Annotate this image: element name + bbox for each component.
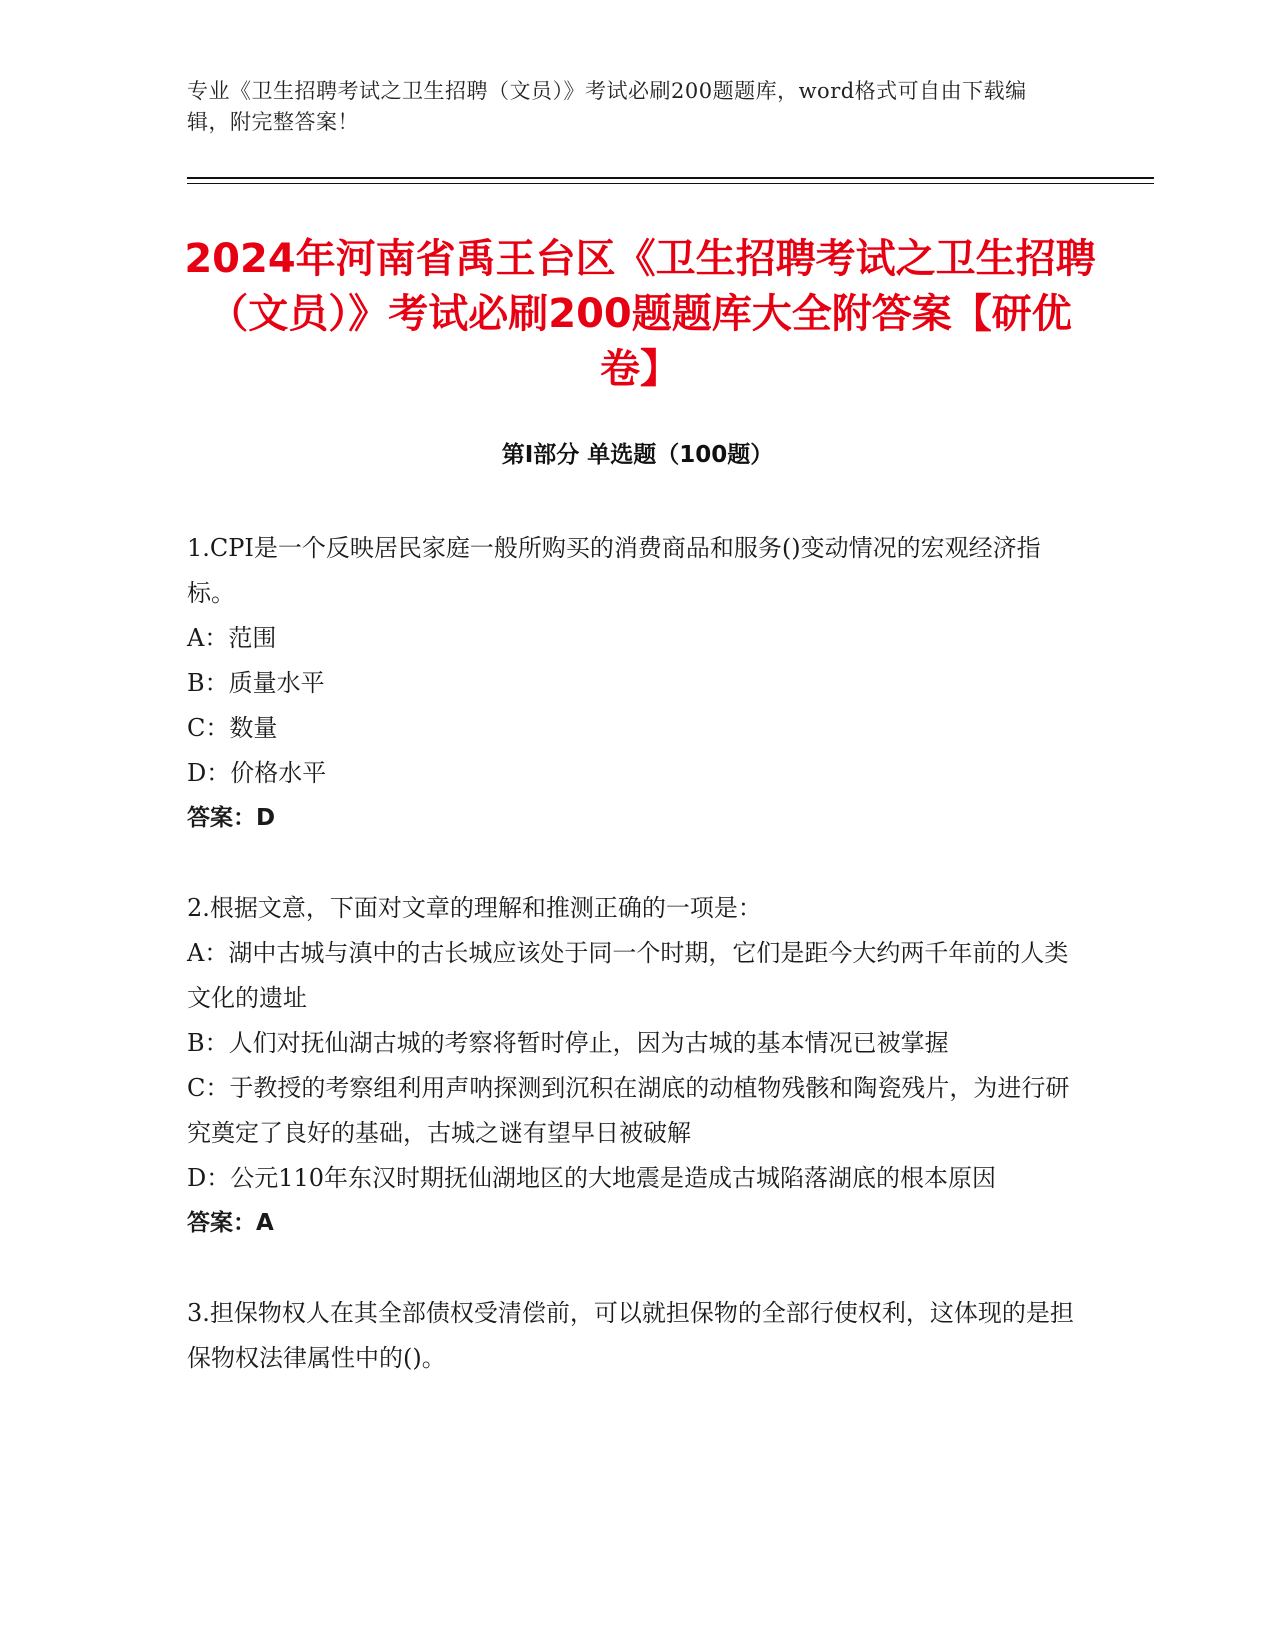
header-divider-thick xyxy=(187,177,1154,179)
option-b: B：质量水平 xyxy=(187,669,325,697)
option-d: D：公元110年东汉时期抚仙湖地区的大地震是造成古城陷落湖底的根本原因 xyxy=(187,1164,997,1192)
option-d: D：价格水平 xyxy=(187,759,327,787)
document-title: 2024年河南省禹王台区《卫生招聘考试之卫生招聘（文员）》考试必刷200题题库大全附答案【研优卷】 xyxy=(184,236,1096,392)
question-2 xyxy=(187,886,1077,1246)
question-text: 3.担保物权人在其全部债权受清偿前，可以就担保物的全部行使权利，这体现的是担保物权法律属性中的()。 xyxy=(187,1299,1074,1372)
header-divider-thin xyxy=(187,183,1154,184)
answer-value: A xyxy=(256,1210,274,1236)
section-title: 第Ⅰ部分 单选题（100题） xyxy=(501,442,774,468)
answer-label: 答案： xyxy=(187,1210,256,1236)
answer-line xyxy=(187,1201,1077,1246)
answer-line xyxy=(187,796,1077,841)
header-note: 专业《卫生招聘考试之卫生招聘（文员）》考试必刷200题题库，word格式可自由下载编辑，附完整答案！ xyxy=(187,79,1027,134)
answer-label: 答案： xyxy=(187,805,256,831)
option-a: A：湖中古城与滇中的古长城应该处于同一个时期，它们是距今大约两千年前的人类文化的遗址 xyxy=(187,939,1069,1012)
option-c: C：数量 xyxy=(187,714,278,742)
option-a: A：范围 xyxy=(187,624,277,652)
question-list xyxy=(187,526,1077,1426)
question-text: 1.CPI是一个反映居民家庭一般所购买的消费商品和服务()变动情况的宏观经济指标。 xyxy=(187,534,1041,607)
option-c: C：于教授的考察组利用声呐探测到沉积在湖底的动植物残骸和陶瓷残片，为进行研究奠定了良好的基础，古城之谜有望早日被破解 xyxy=(187,1074,1070,1147)
option-b: B：人们对抚仙湖古城的考察将暂时停止，因为古城的基本情况已被掌握 xyxy=(187,1029,949,1057)
answer-value: D xyxy=(256,805,276,831)
question-text: 2.根据文意，下面对文章的理解和推测正确的一项是： xyxy=(187,894,762,922)
question-1 xyxy=(187,526,1077,841)
question-3 xyxy=(187,1291,1077,1381)
